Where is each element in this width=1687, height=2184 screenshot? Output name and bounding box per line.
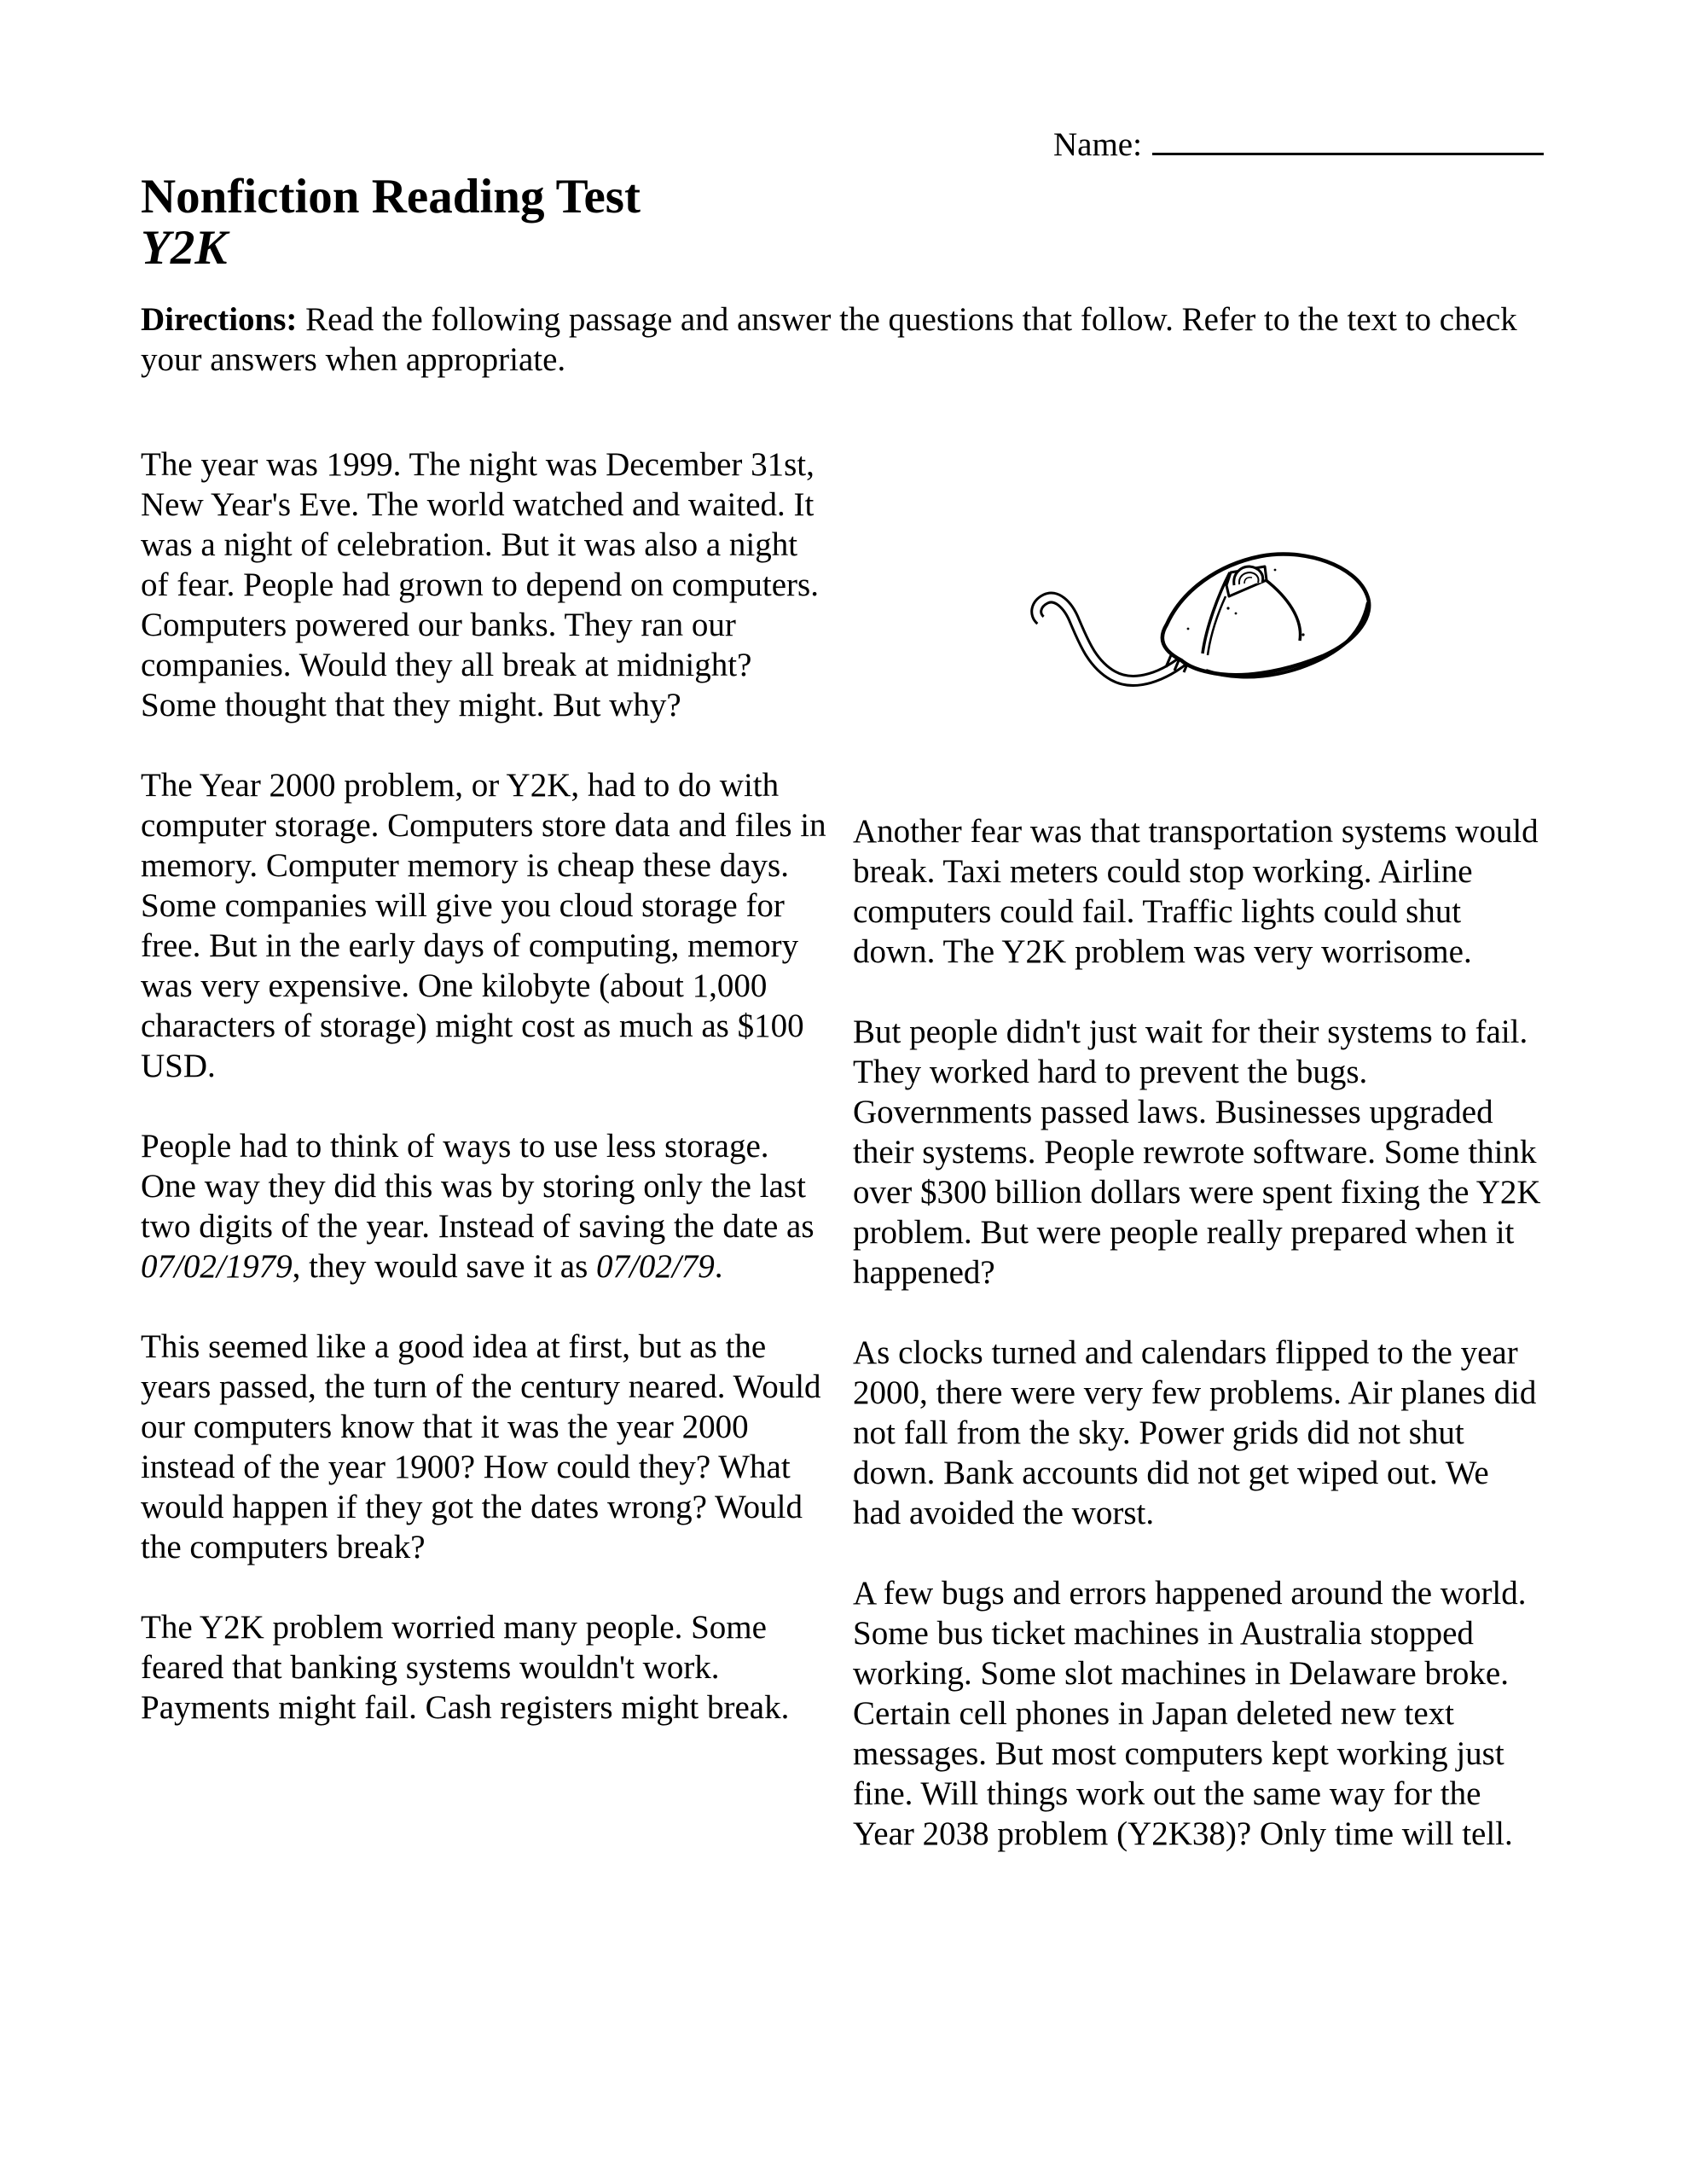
passage-paragraph: As clocks turned and calendars flipped to the year 2000, there were very few problems. Air planes did not fall from the sky. Power grids did not shut down. Bank accounts did not get wiped out. We had avoided the worst. (853, 1333, 1537, 1531)
passage-paragraph: But people didn't just wait for their systems to fail. They worked hard to prevent the bugs. Governments passed laws. Businesses upgraded their systems. People rewrote software. Some think over $300 billion dollars were spent fixing the Y2K problem. But were people really prepared when it happened? (853, 1013, 1541, 1291)
passage-paragraph: The Year 2000 problem, or Y2K, had to do with computer storage. Computers store data and files in memory. Computer memory is cheap these days. Some companies will give you cloud storage for free. But in the early days of computing, memory was very expensive. One kilobyte (about 1,000 characters of storage) might cost as much as $100 USD. (141, 766, 826, 1084)
computer-mouse-icon (1015, 526, 1390, 722)
passage-paragraph: The year was 1999. The night was December 31st, New Year's Eve. The world watched and waited. It was a night of celebration. But it was also a night of fear. People had grown to depend on computers. Computers powered our banks. They ran our companies. Would they all break at midnight? Some thought that they might. But why? (141, 445, 819, 723)
name-label: Name: (1053, 125, 1142, 163)
name-blank-line (1152, 118, 1544, 155)
passage-paragraph: A few bugs and errors happened around the world. Some bus ticket machines in Australia stopped working. Some slot machines in Delaware broke. Certain cell phones in Japan deleted new text messages. But most computers kept working just fine. Will things work out the same way for the Year 2038 problem (Y2K38)? Only time will tell. (853, 1574, 1527, 1852)
page-title: Nonfiction Reading Test (141, 169, 641, 224)
directions-text: Read the following passage and answer the questions that follow. Refer to the text to check your answers when appropriate. (141, 300, 1517, 378)
passage-paragraph: The Y2K problem worried many people. Some feared that banking systems wouldn't work. Payments might fail. Cash registers might break. (141, 1608, 790, 1726)
passage-paragraph: Another fear was that transportation systems would break. Taxi meters could stop working. Airline computers could fail. Traffic lights could shut down. The Y2K problem was very worrisome. (853, 812, 1539, 970)
page-subtitle: Y2K (141, 220, 228, 275)
name-row (1053, 118, 1544, 165)
passage-right-column (853, 444, 1544, 1894)
directions (141, 299, 1544, 380)
passage (141, 444, 1544, 1894)
directions-label: Directions: (141, 300, 298, 338)
passage-paragraph: This seemed like a good idea at first, but as the years passed, the turn of the century neared. Would our computers know that it was the year 2000 instead of the year 1900? How could they? What would happen if they got the dates wrong? Would the computers break? (141, 1327, 821, 1565)
computer-mouse-illustration (1015, 526, 1390, 722)
passage-paragraph: People had to think of ways to use less storage. One way they did this was by storing only the last two digits of the year. Instead of saving the date as 07/02/1979, they would save it as 07/02/79. (141, 1127, 815, 1285)
passage-left-column (141, 444, 832, 1894)
